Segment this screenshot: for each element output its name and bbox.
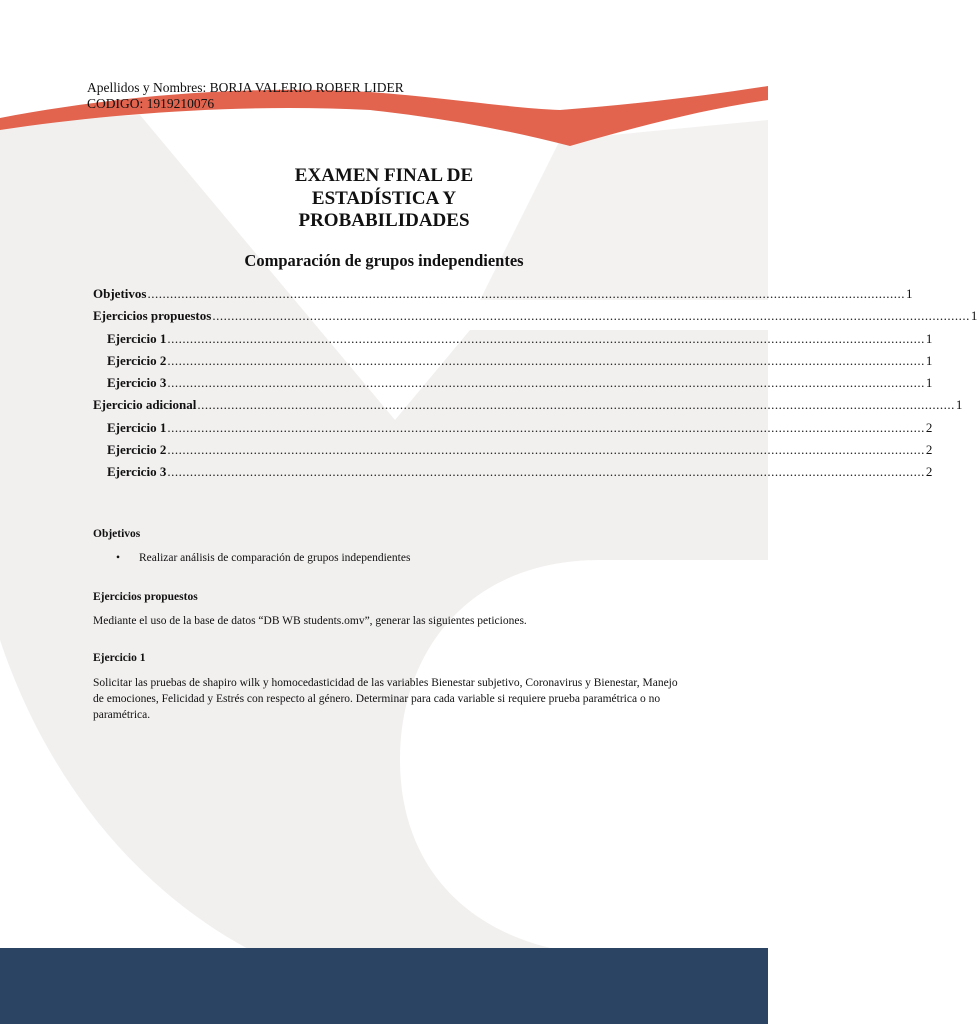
toc-leader: .......................................................................................................................................................................................................... bbox=[167, 375, 925, 391]
page-title bbox=[0, 165, 768, 233]
ejercicio-1-heading: Ejercicio 1 bbox=[93, 652, 146, 664]
toc-entry-adicional-ejercicio-1[interactable] bbox=[93, 419, 933, 442]
toc-page-number: 2 bbox=[925, 442, 933, 458]
toc-label: Ejercicio 3 bbox=[107, 375, 167, 391]
toc-leader: .......................................................................................................................................................................................................... bbox=[167, 330, 925, 346]
title-line-2: ESTADÍSTICA Y bbox=[311, 187, 457, 209]
student-name: Apellidos y Nombres: BORJA VALERIO ROBER LIDER bbox=[87, 80, 404, 95]
toc-label: Objetivos bbox=[93, 286, 147, 301]
objetivos-bullet-item bbox=[116, 552, 410, 564]
toc-label: Ejercicios propuestos bbox=[93, 308, 212, 324]
toc-label: Ejercicio adicional bbox=[93, 397, 197, 413]
ejercicios-propuestos-heading: Ejercicios propuestos bbox=[93, 591, 198, 603]
toc-page-number: 1 bbox=[925, 375, 933, 391]
student-code: CODIGO: 1919210076 bbox=[87, 96, 215, 111]
toc-leader: .......................................................................................................................................................................................................... bbox=[197, 397, 955, 413]
table-of-contents bbox=[93, 286, 977, 487]
toc-page-number: 1 bbox=[955, 397, 963, 413]
toc-page-number: 1 bbox=[970, 308, 977, 324]
title-line-3: PROBABILIDADES bbox=[298, 210, 470, 231]
toc-entry-ejercicio-adicional[interactable] bbox=[93, 397, 963, 419]
ejercicios-propuestos-text: Mediante el uso de la base de datos “DB WB students.omv”, generar las siguientes peticiones. bbox=[93, 615, 527, 627]
toc-page-number: 1 bbox=[905, 286, 913, 301]
toc-leader: .......................................................................................................................................................................................................... bbox=[147, 286, 905, 301]
toc-leader: .......................................................................................................................................................................................................... bbox=[212, 308, 970, 324]
objetivos-heading: Objetivos bbox=[93, 528, 141, 540]
toc-entry-ejercicio-3[interactable] bbox=[93, 375, 933, 397]
toc-label: Ejercicio 2 bbox=[107, 352, 167, 368]
toc-label: Ejercicio 2 bbox=[107, 442, 167, 458]
toc-leader: .......................................................................................................................................................................................................... bbox=[167, 442, 925, 458]
toc-page-number: 1 bbox=[925, 330, 933, 346]
student-info bbox=[87, 80, 404, 112]
bullet-text: Realizar análisis de comparación de grupos independientes bbox=[139, 552, 411, 564]
bullet-dot-icon: • bbox=[116, 552, 121, 564]
toc-leader: .......................................................................................................................................................................................................... bbox=[167, 419, 925, 435]
toc-entry-adicional-ejercicio-3[interactable] bbox=[93, 464, 933, 486]
toc-page-number: 2 bbox=[925, 464, 933, 480]
toc-label: Ejercicio 1 bbox=[107, 419, 167, 435]
page-subtitle: Comparación de grupos independientes bbox=[244, 251, 524, 270]
toc-leader: .......................................................................................................................................................................................................... bbox=[167, 464, 925, 480]
toc-entry-adicional-ejercicio-2[interactable] bbox=[93, 442, 933, 464]
toc-label: Ejercicio 1 bbox=[107, 330, 167, 346]
toc-entry-ejercicio-2[interactable] bbox=[93, 352, 933, 375]
toc-leader: .......................................................................................................................................................................................................... bbox=[167, 352, 925, 368]
toc-page-number: 2 bbox=[925, 419, 933, 435]
toc-entry-ejercicios-propuestos[interactable] bbox=[93, 308, 977, 330]
toc-entry-objetivos[interactable] bbox=[93, 286, 913, 308]
toc-page-number: 1 bbox=[925, 352, 933, 368]
toc-label: Ejercicio 3 bbox=[107, 464, 167, 480]
ejercicio-1-text: Solicitar las pruebas de shapiro wilk y homocedasticidad de las variables Bienestar subjetivo, Coronavirus y Bienestar, Manejo de emociones, Felicidad y Estrés con respecto al género. Determinar para cada variable si requiere prueba paramétrica o no paramétrica. bbox=[93, 677, 678, 721]
title-line-1: EXAMEN FINAL DE bbox=[294, 165, 474, 186]
toc-entry-ejercicio-1[interactable] bbox=[93, 330, 933, 353]
